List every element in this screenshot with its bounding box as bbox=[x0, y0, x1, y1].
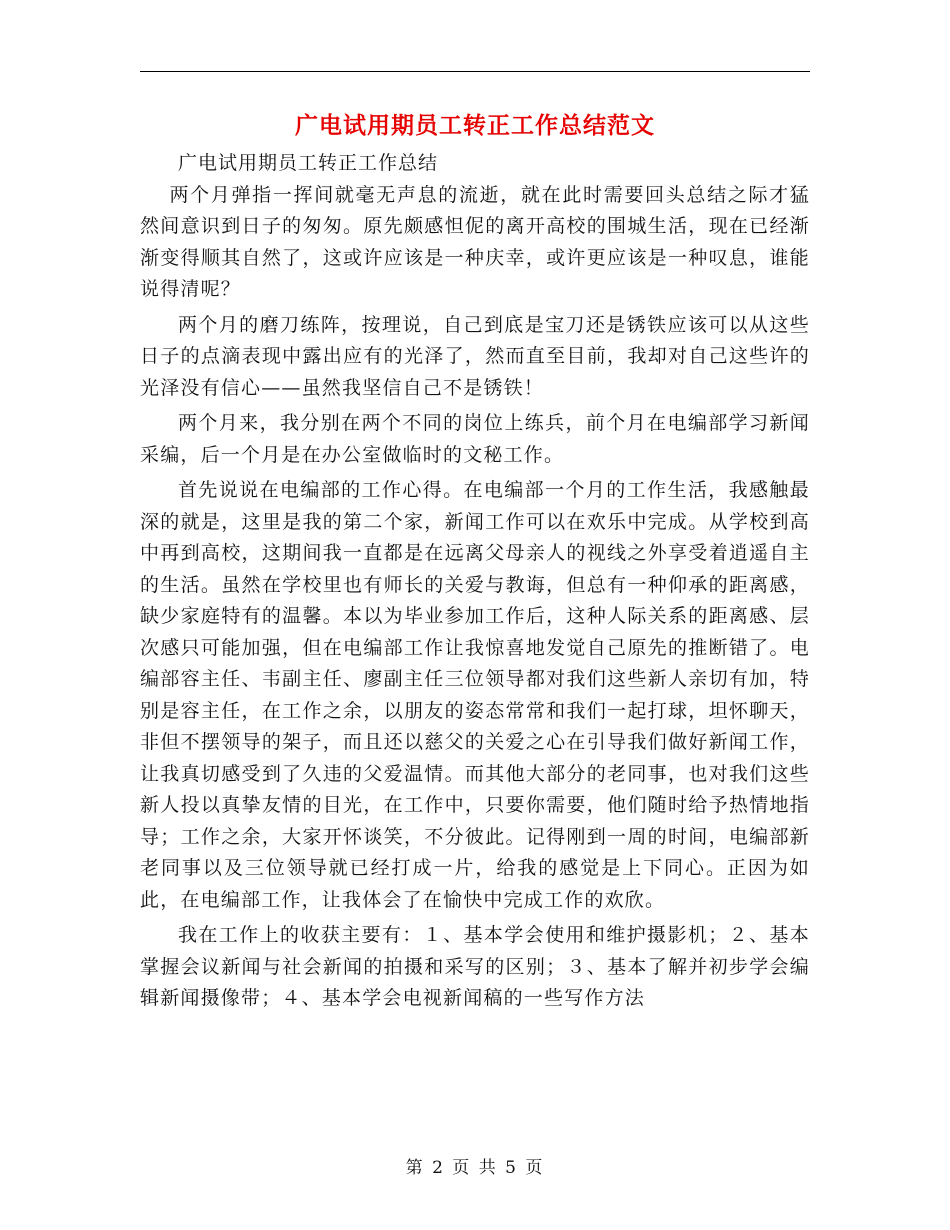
header-rule bbox=[140, 71, 810, 72]
body-paragraph: 两个月来，我分别在两个不同的岗位上练兵，前个月在电编部学习新闻采编，后一个月是在办公室做临时的文秘工作。 bbox=[140, 412, 810, 466]
document-body bbox=[140, 148, 810, 1019]
body-paragraph: 我在工作上的收获主要有：１、基本学会使用和维护摄影机；２、基本掌握会议新闻与社会新闻的拍摄和采写的区别；３、基本了解并初步学会编辑新闻摄像带；４、基本学会电视新闻稿的一些写作方法 bbox=[140, 924, 810, 1009]
body-paragraph: 首先说说在电编部的工作心得。在电编部一个月的工作生活，我感触最深的就是，这里是我的第二个家，新闻工作可以在欢乐中完成。从学校到高中再到高校，这期间我一直都是在远离父母亲人的视线之外享受着逍遥自主的生活。虽然在学校里也有师长的关爱与教诲，但总有一种仰承的距离感，缺少家庭特有的温馨。本以为毕业参加工作后，这种人际关系的距离感、层次感只可能加强，但在电编部工作让我惊喜地发觉自己原先的推断错了。电编部容主任、韦副主任、廖副主任三位领导都对我们这些新人亲切有加，特别是容主任，在工作之余，以朋友的姿态常常和我们一起打球，坦怀聊天，非但不摆领导的架子，而且还以慈父的关爱之心在引导我们做好新闻工作，让我真切感受到了久违的父爱温情。而其他大部分的老同事，也对我们这些新人投以真挚友情的目光，在工作中，只要你需要，他们随时给予热情地指导；工作之余，大家开怀谈笑，不分彼此。记得刚到一周的时间，电编部新老同事以及三位领导就已经打成一片，给我的感觉是上下同心。正因为如此，在电编部工作，让我体会了在愉快中完成工作的欢欣。 bbox=[140, 479, 810, 911]
page-number-footer: 第 2 页 共 5 页 bbox=[405, 1158, 545, 1178]
document-title: 广电试用期员工转正工作总结范文 bbox=[295, 112, 655, 139]
body-paragraph: 两个月的磨刀练阵，按理说，自己到底是宝刀还是锈铁应该可以从这些日子的点滴表现中露出应有的光泽了，然而直至目前，我却对自己这些许的光泽没有信心——虽然我坚信自己不是锈铁！ bbox=[140, 313, 810, 399]
body-paragraph: 两个月弹指一挥间就毫无声息的流逝，就在此时需要回头总结之际才猛然间意识到日子的匆匆。原先颇感怛伲的离开高校的围城生活，现在已经渐渐变得顺其自然了，这或许应该是一种庆幸，或许更应该是一种叹息，谁能说得清呢？ bbox=[140, 183, 810, 300]
document-subtitle: 广电试用期员工转正工作总结 bbox=[178, 152, 439, 174]
